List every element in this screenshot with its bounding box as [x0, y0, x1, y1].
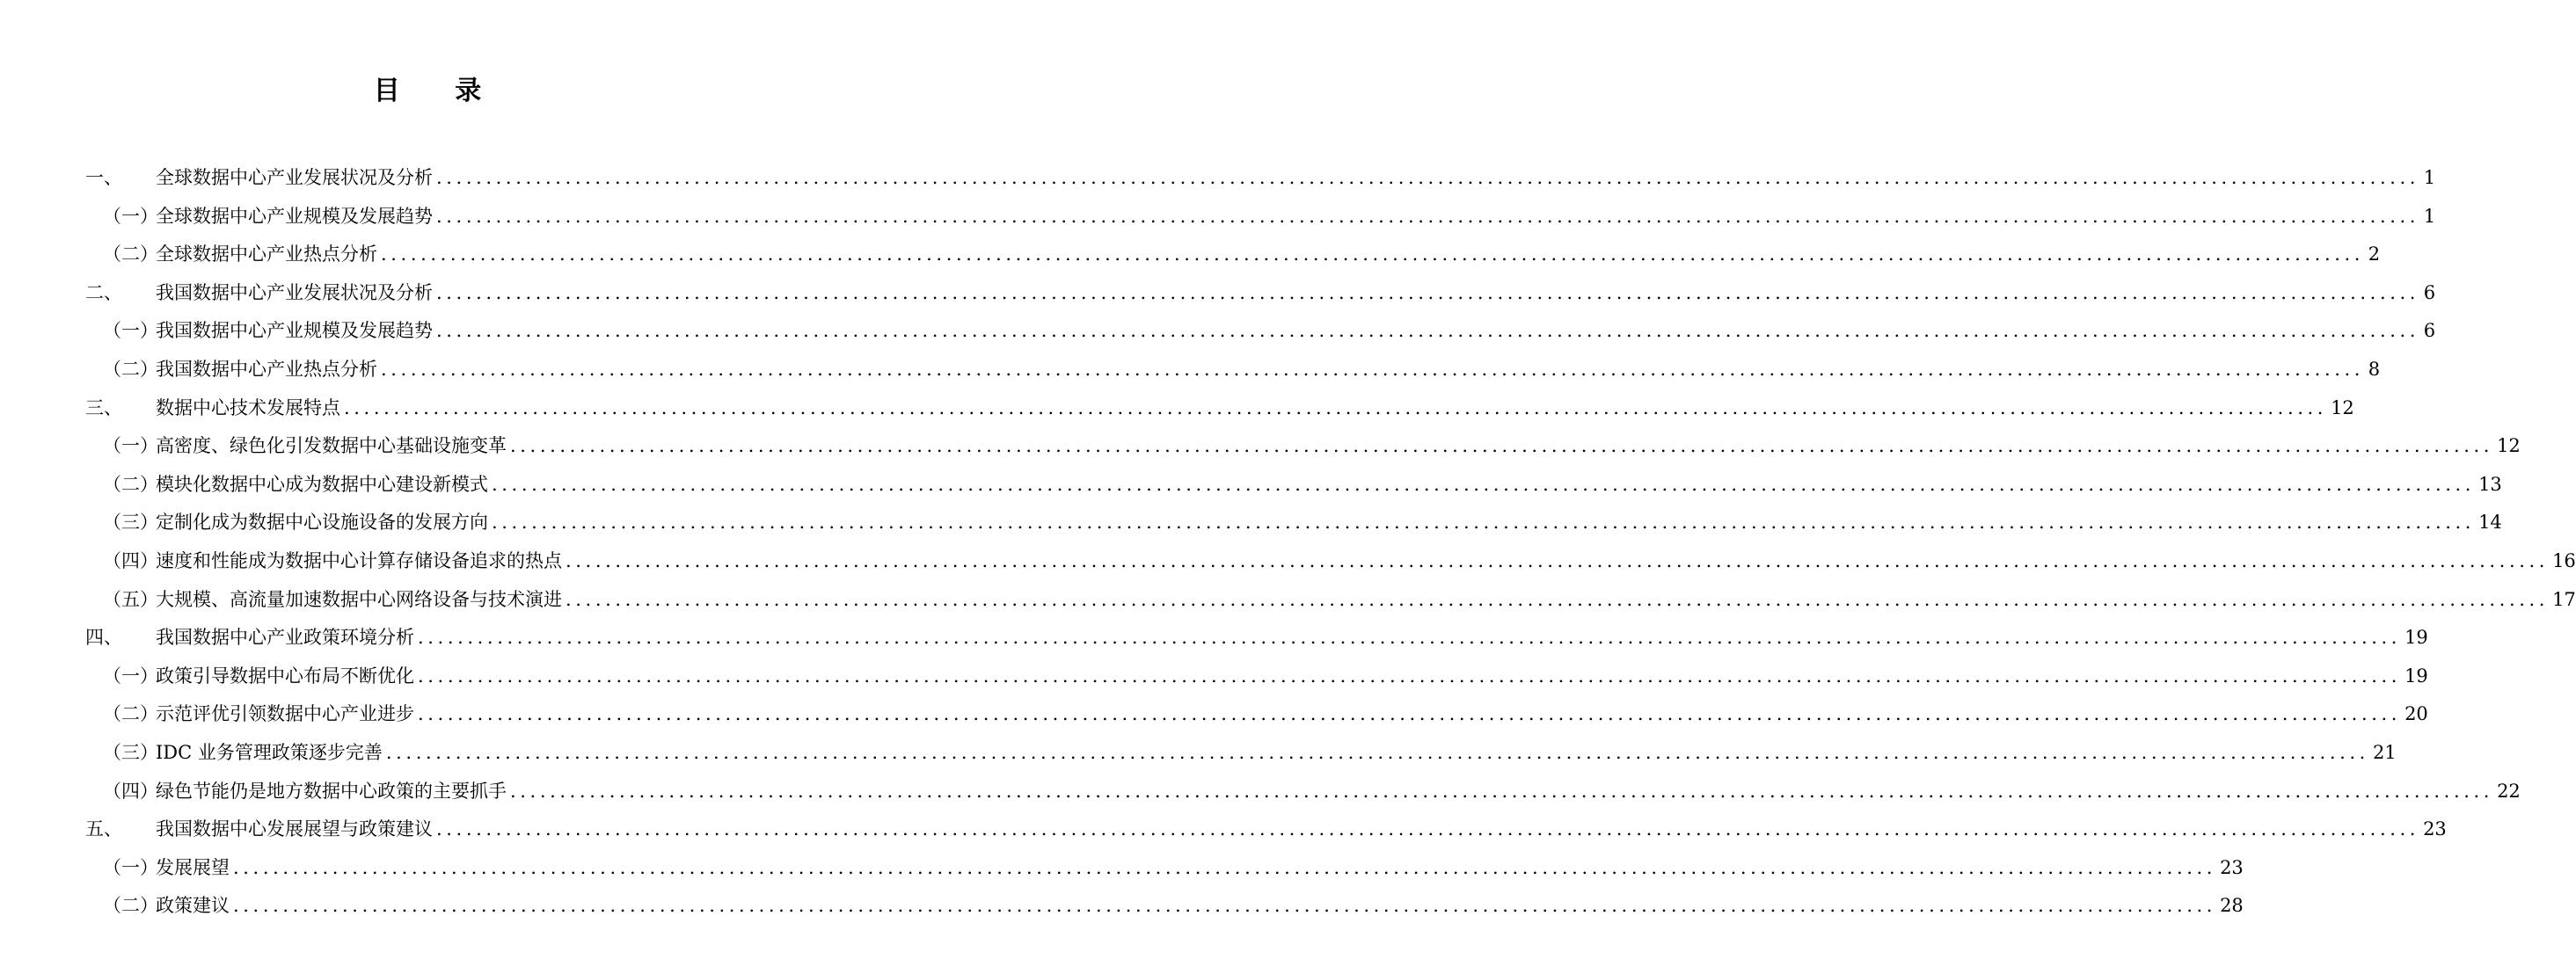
- toc-entry-number: （二）: [103, 243, 158, 265]
- toc-entry-title: 我国数据中心产业热点分析: [156, 358, 377, 380]
- toc-dot-leader: ........................................................................................................................................................................................................: [233, 856, 2217, 878]
- toc-dot-leader: ........................................................................................................................................................................................................: [492, 512, 2476, 534]
- toc-dot-leader: ........................................................................................................................................................................................................: [436, 205, 2420, 227]
- toc-entry-page-number: 28: [2220, 895, 2244, 917]
- toc-entry[interactable]: [85, 773, 2521, 811]
- toc-entry-page-number: 13: [2478, 473, 2502, 495]
- toc-dot-leader: ........................................................................................................................................................................................................: [381, 358, 2365, 380]
- toc-entry-page-number: 21: [2372, 741, 2397, 763]
- toc-entry-title: 政策引导数据中心布局不断优化: [156, 665, 414, 687]
- toc-dot-leader: ........................................................................................................................................................................................................: [436, 167, 2420, 188]
- toc-entry-title: 全球数据中心产业热点分析: [156, 243, 377, 265]
- toc-entry-title: 大规模、高流量加速数据中心网络设备与技术演进: [156, 588, 562, 610]
- toc-entry-number: （一）: [103, 320, 158, 342]
- toc-entry-page-number: 19: [2405, 627, 2428, 649]
- toc-entry[interactable]: [85, 274, 2436, 313]
- toc-dot-leader: ........................................................................................................................................................................................................: [344, 396, 2328, 418]
- toc-dot-leader: ........................................................................................................................................................................................................: [510, 780, 2494, 802]
- toc-dot-leader: ........................................................................................................................................................................................................: [418, 703, 2402, 725]
- toc-entry-number: 三、: [85, 396, 122, 418]
- toc-entry-number: （二）: [103, 358, 158, 380]
- toc-entry-page-number: 23: [2220, 856, 2244, 878]
- toc-entry-title: 我国数据中心产业规模及发展趋势: [156, 320, 433, 342]
- toc-entry-number: （一）: [103, 435, 158, 457]
- toc-entry-number: （一）: [103, 856, 158, 878]
- toc-entry-page-number: 17: [2552, 588, 2576, 610]
- toc-entry-title: 高密度、绿色化引发数据中心基础设施变革: [156, 435, 507, 457]
- toc-entry[interactable]: [85, 236, 2381, 274]
- toc-dot-leader: ........................................................................................................................................................................................................: [510, 435, 2494, 457]
- page-title: 目 录: [373, 76, 505, 106]
- toc-dot-leader: ........................................................................................................................................................................................................: [566, 588, 2550, 610]
- toc-entry[interactable]: [85, 695, 2428, 734]
- table-of-contents: [85, 159, 2576, 926]
- toc-entry-page-number: 12: [2331, 396, 2354, 418]
- toc-dot-leader: ........................................................................................................................................................................................................: [436, 320, 2420, 342]
- toc-entry[interactable]: [85, 427, 2521, 466]
- toc-entry[interactable]: [85, 542, 2576, 581]
- toc-entry[interactable]: [85, 351, 2381, 389]
- toc-entry-number: 二、: [85, 281, 122, 303]
- toc-entry-number: （二）: [103, 473, 158, 495]
- toc-entry-page-number: 2: [2368, 243, 2381, 265]
- toc-entry-title: 我国数据中心发展展望与政策建议: [156, 818, 433, 840]
- toc-entry-page-number: 1: [2423, 167, 2436, 188]
- toc-entry-title: 定制化成为数据中心设施设备的发展方向: [156, 512, 488, 534]
- toc-entry[interactable]: [85, 504, 2502, 542]
- toc-entry[interactable]: [85, 466, 2502, 505]
- toc-entry-title: 绿色节能仍是地方数据中心政策的主要抓手: [156, 780, 507, 802]
- toc-entry-number: （二）: [103, 895, 158, 917]
- toc-dot-leader: ........................................................................................................................................................................................................: [381, 243, 2365, 265]
- toc-entry-title: 全球数据中心产业规模及发展趋势: [156, 205, 433, 227]
- toc-entry-page-number: 14: [2478, 512, 2502, 534]
- toc-dot-leader: ........................................................................................................................................................................................................: [566, 549, 2550, 571]
- toc-entry-number: （一）: [103, 665, 158, 687]
- toc-entry[interactable]: [85, 198, 2436, 236]
- toc-entry-number: （一）: [103, 205, 158, 227]
- toc-entry[interactable]: [85, 734, 2397, 773]
- toc-entry-number: 一、: [85, 167, 122, 188]
- toc-entry-page-number: 8: [2368, 358, 2381, 380]
- toc-entry[interactable]: [85, 887, 2244, 926]
- toc-entry-page-number: 19: [2405, 665, 2428, 687]
- toc-dot-leader: ........................................................................................................................................................................................................: [492, 473, 2476, 495]
- toc-entry[interactable]: [85, 312, 2436, 351]
- toc-entry-number: （三）: [103, 512, 158, 534]
- toc-entry-title: 模块化数据中心成为数据中心建设新模式: [156, 473, 488, 495]
- toc-entry-title: 政策建议: [156, 895, 230, 917]
- toc-entry-title: 发展展望: [156, 856, 230, 878]
- toc-entry-number: 五、: [85, 818, 122, 840]
- toc-dot-leader: ........................................................................................................................................................................................................: [436, 818, 2420, 840]
- toc-entry-page-number: 6: [2423, 320, 2436, 342]
- toc-entry[interactable]: [85, 159, 2436, 198]
- toc-entry-title: 数据中心技术发展特点: [156, 396, 340, 418]
- toc-entry-page-number: 23: [2423, 818, 2447, 840]
- toc-entry-number: （二）: [103, 703, 158, 725]
- toc-entry[interactable]: [85, 810, 2447, 849]
- toc-entry[interactable]: [85, 658, 2428, 696]
- toc-entry-page-number: 6: [2423, 281, 2436, 303]
- toc-dot-leader: ........................................................................................................................................................................................................: [418, 665, 2402, 687]
- toc-entry[interactable]: [85, 849, 2244, 888]
- toc-dot-leader: ........................................................................................................................................................................................................: [233, 895, 2217, 917]
- toc-entry-number: （四）: [103, 549, 158, 571]
- toc-entry-title: 我国数据中心产业发展状况及分析: [156, 281, 433, 303]
- toc-entry-title: IDC 业务管理政策逐步完善: [156, 741, 383, 763]
- toc-entry-page-number: 16: [2552, 549, 2576, 571]
- toc-dot-leader: ........................................................................................................................................................................................................: [436, 281, 2420, 303]
- toc-dot-leader: ........................................................................................................................................................................................................: [418, 627, 2402, 649]
- toc-entry-title: 示范评优引领数据中心产业进步: [156, 703, 414, 725]
- toc-entry-title: 全球数据中心产业发展状况及分析: [156, 167, 433, 188]
- toc-entry[interactable]: [85, 619, 2428, 658]
- toc-entry-page-number: 1: [2423, 205, 2436, 227]
- toc-entry-page-number: 20: [2405, 703, 2428, 725]
- toc-entry-page-number: 12: [2497, 435, 2521, 457]
- toc-entry-number: （四）: [103, 780, 158, 802]
- toc-entry-title: 速度和性能成为数据中心计算存储设备追求的热点: [156, 549, 562, 571]
- toc-entry-number: （三）: [103, 741, 158, 763]
- toc-entry-page-number: 22: [2497, 780, 2521, 802]
- toc-entry[interactable]: [85, 389, 2354, 428]
- toc-dot-leader: ........................................................................................................................................................................................................: [385, 741, 2369, 763]
- toc-entry-title: 我国数据中心产业政策环境分析: [156, 627, 414, 649]
- toc-entry-number: 四、: [85, 627, 122, 649]
- toc-entry[interactable]: [85, 581, 2576, 620]
- toc-entry-number: （五）: [103, 588, 158, 610]
